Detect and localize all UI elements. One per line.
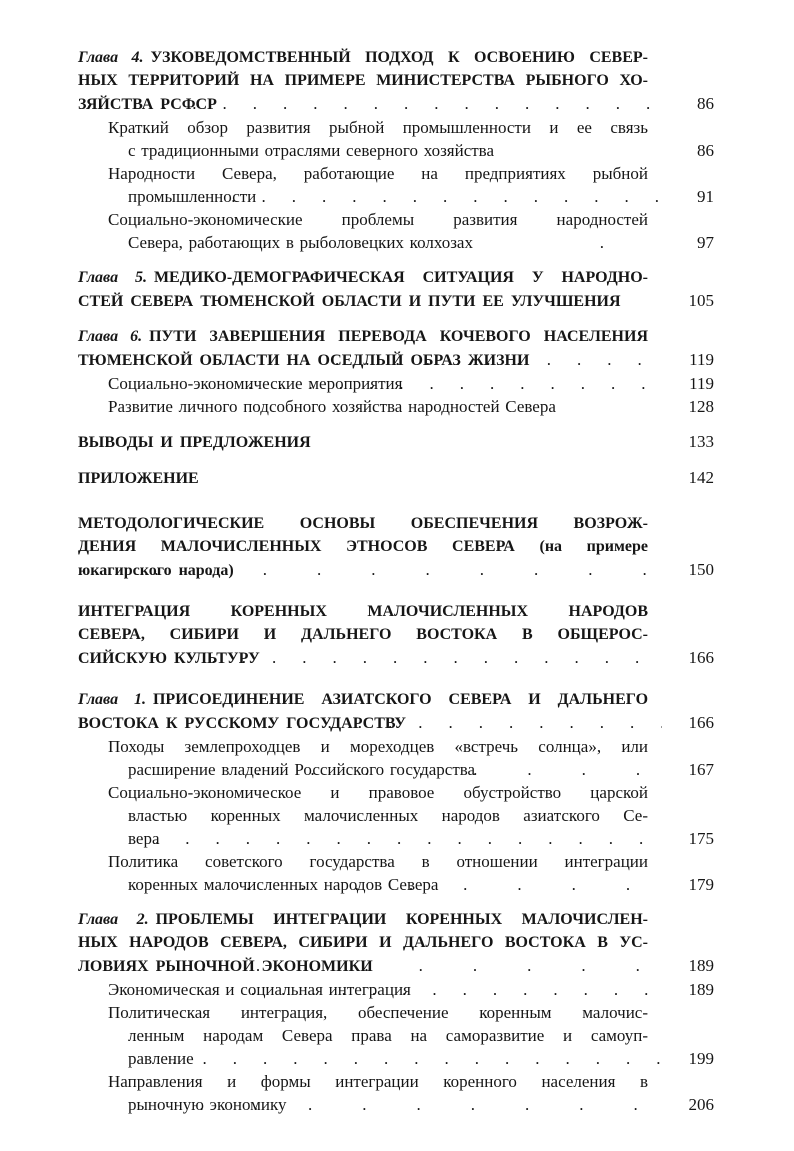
page-number: 119 (689, 374, 714, 393)
chapter-label: Глава 4. (78, 49, 144, 66)
toc-line-with-page (78, 711, 714, 735)
toc-line (78, 69, 648, 92)
dot-leader (251, 978, 662, 1001)
page-number: 167 (688, 760, 714, 779)
toc-entry (78, 688, 714, 735)
page-number: 189 (688, 980, 714, 999)
dot-leader (201, 185, 662, 208)
page-number: 133 (688, 432, 714, 451)
page-number: 166 (688, 648, 714, 667)
dot-leader (246, 873, 662, 896)
toc-line (108, 850, 648, 873)
page-number: 179 (688, 875, 714, 894)
toc-line-text: вера (128, 829, 160, 848)
dot-leader (483, 231, 662, 254)
toc-line-text: расширение владений Российского государства (128, 760, 476, 779)
chapter-label: Глава 6. (78, 328, 143, 345)
toc-entry (78, 208, 714, 254)
toc-line-text: УЗКОВЕДОМСТВЕННЫЙ ПОДХОД К ОСВОЕНИЮ СЕВЕР- (150, 49, 649, 66)
toc-line (108, 1024, 648, 1047)
page-number: 128 (688, 397, 714, 416)
toc-line-text: властью коренных малочисленных народов азиатского Се- (128, 806, 648, 825)
toc-line (78, 623, 648, 646)
toc-entry (78, 735, 714, 781)
toc-line-with-page (108, 1093, 714, 1116)
toc-line-text: ПРИСОЕДИНЕНИЕ АЗИАТСКОГО СЕВЕРА И ДАЛЬНЕГО (152, 691, 649, 708)
toc-entry (78, 908, 714, 978)
page-number: 150 (688, 560, 714, 579)
toc-line-with-page (108, 395, 714, 418)
toc-line-text: НЫХ ТЕРРИТОРИЙ НА ПРИМЕРЕ МИНИСТЕРСТВА РЫБНОГО ХО- (78, 72, 648, 89)
toc-line-with-page (78, 558, 714, 582)
dot-leader (248, 372, 662, 395)
toc-line-with-page (108, 758, 714, 781)
toc-line-with-page (108, 185, 714, 208)
dot-leader (256, 758, 662, 781)
toc-line-text: ДЕНИЯ МАЛОЧИСЛЕННЫХ ЭТНОСОВ СЕВЕРА (на примере (78, 538, 648, 555)
toc-line-text: Направления и формы интеграции коренного населения в (108, 1072, 648, 1091)
toc-line-with-page (78, 954, 714, 978)
toc-entry (78, 325, 714, 372)
toc-entry (78, 978, 714, 1001)
toc-line-with-page (78, 466, 714, 490)
toc-entry (78, 781, 714, 850)
toc-line (108, 735, 648, 758)
toc-line-text: ВЫВОДЫ И ПРЕДЛОЖЕНИЯ (78, 434, 311, 451)
toc-line (78, 908, 648, 931)
toc-line-text: ПРИЛОЖЕНИЕ (78, 470, 199, 487)
toc-line-with-page (108, 231, 714, 254)
page-number: 105 (688, 291, 714, 310)
toc-line-text: НЫХ НАРОДОВ СЕВЕРА, СИБИРИ И ДАЛЬНЕГО ВОСТОКА В УС- (78, 934, 648, 951)
toc-line-text: Политика советского государства в отношении интеграции (108, 852, 648, 871)
toc-line-text: рыночную экономику (128, 1095, 287, 1114)
page-number: 86 (697, 141, 714, 160)
dot-leader (275, 348, 662, 371)
toc-line-text: СЕВЕРА, СИБИРИ И ДАЛЬНЕГО ВОСТОКА В ОБЩЕРОС- (78, 626, 648, 643)
toc-line-text: МЕДИКО-ДЕМОГРАФИЧЕСКАЯ СИТУАЦИЯ У НАРОДНО- (153, 269, 649, 286)
toc-line (108, 1001, 648, 1024)
dot-leader (199, 1093, 662, 1116)
toc-line-with-page (78, 646, 714, 670)
toc-entry (78, 466, 714, 490)
toc-entry (78, 372, 714, 395)
toc-line-text: ВОСТОКА К РУССКОМУ ГОСУДАРСТВУ (78, 715, 407, 732)
toc-list (78, 46, 714, 1116)
toc-line-with-page (78, 92, 714, 116)
toc-line-text: Политическая интеграция, обеспечение коренным малочис- (108, 1003, 648, 1022)
toc-line-text: Экономическая и социальная интеграция (108, 980, 411, 999)
toc-entry (78, 162, 714, 208)
toc-entry (78, 512, 714, 582)
page-number: 119 (689, 350, 714, 369)
toc-line (108, 208, 648, 231)
toc-line-text: промышленности (128, 187, 257, 206)
toc-line (78, 600, 648, 623)
toc-line-text: ПУТИ ЗАВЕРШЕНИЯ ПЕРЕВОДА КОЧЕВОГО НАСЕЛЕНИЯ (149, 328, 649, 345)
toc-line-text: ИНТЕГРАЦИЯ КОРЕННЫХ МАЛОЧИСЛЕННЫХ НАРОДОВ (78, 603, 648, 620)
dot-leader (172, 1047, 662, 1070)
dot-leader (162, 92, 662, 115)
chapter-label: Глава 1. (78, 691, 146, 708)
toc-line (108, 1070, 648, 1093)
toc-line (78, 325, 648, 348)
toc-line-text: Походы землепроходцев и мореходцев «встречь солнца», или (108, 737, 648, 756)
toc-entry (78, 850, 714, 896)
toc-line-text: ленным народам Севера права на саморазвитие и самоуп- (128, 1026, 648, 1045)
page-number: 199 (688, 1049, 714, 1068)
toc-line-with-page (108, 978, 714, 1001)
toc-line-text: ЗЯЙСТВА РСФСР (78, 96, 217, 113)
page-number: 97 (697, 233, 714, 252)
toc-line-text: ТЮМЕНСКОЙ ОБЛАСТИ НА ОСЕДЛЫЙ ОБРАЗ ЖИЗНИ (78, 352, 530, 369)
toc-entry (78, 266, 714, 313)
dot-leader (237, 711, 662, 734)
toc-entry (78, 1070, 714, 1116)
dot-leader (181, 646, 662, 669)
toc-entry (78, 1001, 714, 1070)
page-number: 206 (688, 1095, 714, 1114)
toc-entry (78, 116, 714, 162)
dot-leader (155, 827, 662, 850)
toc-entry (78, 600, 714, 670)
toc-line (78, 931, 648, 954)
toc-entry (78, 430, 714, 454)
toc-entry (78, 395, 714, 418)
toc-line-text: Социально-экономическое и правовое обустройство царской (108, 783, 648, 802)
dot-leader (154, 558, 662, 581)
toc-line-with-page (78, 289, 714, 313)
toc-line (108, 116, 648, 139)
toc-line-with-page (78, 348, 714, 372)
chapter-label: Глава 5. (78, 269, 147, 286)
page-number: 189 (688, 956, 714, 975)
toc-line-with-page (78, 430, 714, 454)
toc-line-with-page (108, 372, 714, 395)
dot-leader (202, 954, 662, 977)
toc-entry (78, 46, 714, 116)
toc-line-text: Социально-экономические мероприятия (108, 374, 403, 393)
toc-line-with-page (108, 139, 714, 162)
toc-line-text: СТЕЙ СЕВЕРА ТЮМЕНСКОЙ ОБЛАСТИ И ПУТИ ЕЕ УЛУЧШЕНИЯ (78, 293, 621, 310)
toc-line-text: Краткий обзор развития рыбной промышленности и ее связь (108, 118, 648, 137)
toc-line (108, 804, 648, 827)
page-number: 91 (697, 187, 714, 206)
chapter-label: Глава 2. (78, 911, 149, 928)
toc-line-with-page (108, 1047, 714, 1070)
toc-line (108, 781, 648, 804)
page-number: 86 (697, 94, 714, 113)
toc-line-text: Развитие личного подсобного хозяйства народностей Севера (108, 397, 556, 416)
toc-line (78, 46, 648, 69)
toc-line-text: равление (128, 1049, 194, 1068)
toc-line (108, 162, 648, 185)
toc-line-text: ЛОВИЯХ РЫНОЧНОЙ ЭКОНОМИКИ (78, 958, 373, 975)
toc-line (78, 512, 648, 535)
page-number: 175 (688, 829, 714, 848)
toc-line-text: МЕТОДОЛОГИЧЕСКИЕ ОСНОВЫ ОБЕСПЕЧЕНИЯ ВОЗРОЖ- (78, 515, 648, 532)
toc-line-text: с традиционными отраслями северного хозяйства (128, 141, 495, 160)
toc-line-text: Народности Севера, работающие на предприятиях рыбной (108, 164, 648, 183)
toc-line (78, 535, 648, 558)
page-number: 166 (688, 713, 714, 732)
toc-line-with-page (108, 873, 714, 896)
toc-line-text: юкагирского народа) (78, 562, 234, 579)
toc-line-text: Севера, работающих в рыболовецких колхозах (128, 233, 473, 252)
toc-line-text: Социально-экономические проблемы развития народностей (108, 210, 648, 229)
toc-line-with-page (108, 827, 714, 850)
toc-line-text: СИЙСКУЮ КУЛЬТУРУ (78, 650, 260, 667)
toc-line (78, 688, 648, 711)
toc-line-text: ПРОБЛЕМЫ ИНТЕГРАЦИИ КОРЕННЫХ МАЛОЧИСЛЕН- (155, 911, 648, 928)
toc-line-text: коренных малочисленных народов Севера (128, 875, 439, 894)
page-number: 142 (688, 468, 714, 487)
toc-line (78, 266, 648, 289)
